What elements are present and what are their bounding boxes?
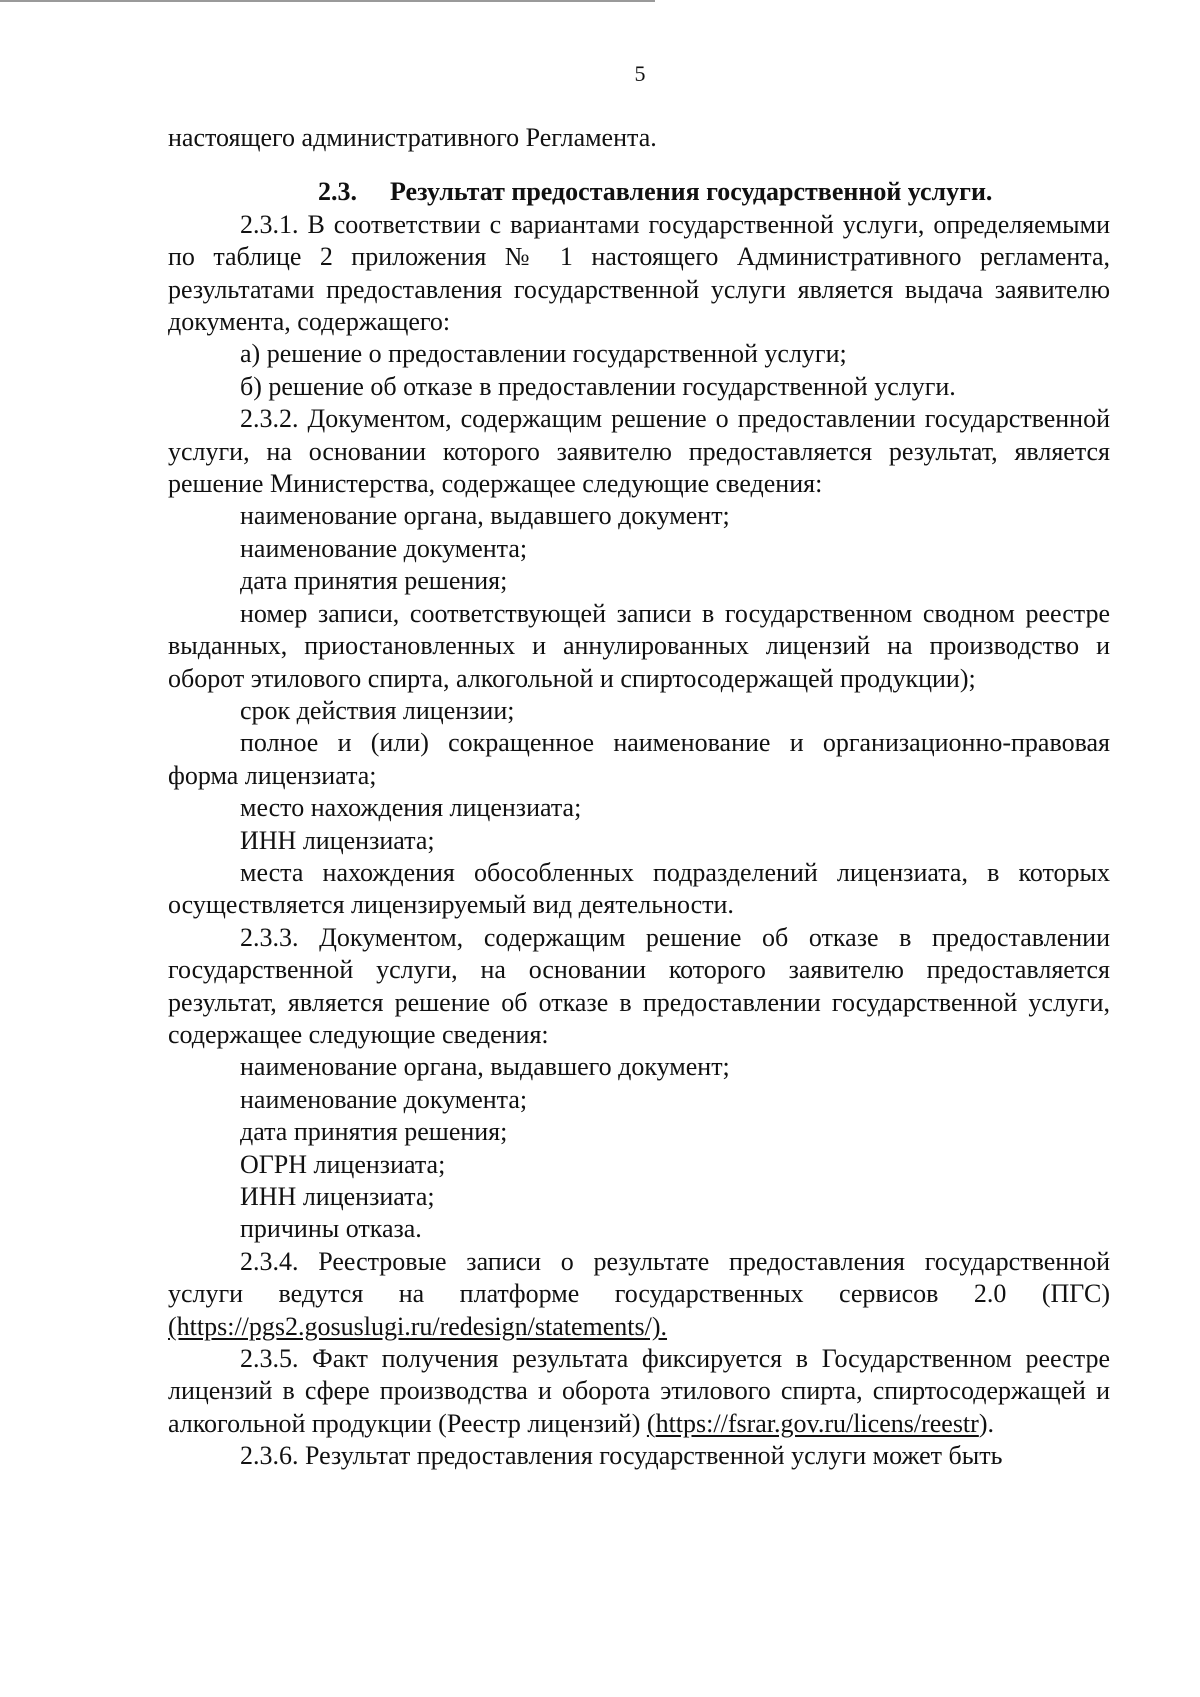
list-item-2-3-2: наименование документа; [240,533,528,563]
section-heading-number: 2.3. [318,177,357,207]
section-heading-title: Результат предоставления государственной услуги. [390,177,993,207]
section-heading [168,176,1110,208]
intro-paragraph: настоящего административного Регламента. [168,123,657,152]
list-item-2-3-2: дата принятия решения; [240,566,508,596]
list-item-2-3-3: дата принятия решения; [240,1117,508,1147]
list-item-2-3-2: места нахождения обособленных подразделений лицензиата, в которых осуществляется лицензируемый вид деятельности. [168,857,1110,920]
paragraph-2-3-5 [168,1343,1110,1440]
list-item-2-3-3: наименование документа; [240,1084,528,1114]
list-item-2-3-2: номер записи, соответствующей записи в государственном сводном реестре выданных, приостановленных и аннулированных лицензий на производство и оборот этилового спирта, алкогольной и спиртосодержащей продукции); [168,598,1110,693]
list-item-2-3-3: ОГРН лицензиата; [240,1149,446,1179]
paragraph-2-3-6: 2.3.6. Результат предоставления государственной услуги может быть [240,1441,1003,1471]
paragraph-2-3-3: 2.3.3. Документом, содержащим решение об отказе в предоставлении государственной услуги, на основании которого заявителю предоставляется результат, является решение об отказе в предоставлении государственной услуги, содержащее следующие сведения: [168,922,1110,1049]
list-item-2-3-3: причины отказа. [240,1214,422,1244]
list-item-2-3-2: наименование органа, выдавшего документ; [240,501,730,531]
list-item-2-3-2: место нахождения лицензиата; [240,793,582,823]
paragraph-2-3-1-a: а) решение о предоставлении государственной услуги; [240,339,847,369]
pgs-link[interactable]: (https://pgs2.gosuslugi.ru/redesign/statements/). [168,1311,668,1341]
list-item-2-3-2: срок действия лицензии; [240,695,515,725]
paragraph-2-3-1-b: б) решение об отказе в предоставлении государственной услуги. [240,371,956,401]
reestr-link-url: https://fsrar.gov.ru/licens/reestr [655,1408,979,1438]
paragraph-2-3-5-text: 2.3.5. Факт получения результата фиксируется в Государственном реестре лицензий в сфере производства и оборота этилового спирта, спиртосодержащей и алкогольной продукции (Реестр лицензий) [168,1344,1110,1438]
paragraph-2-3-4-text: 2.3.4. Реестровые записи о результате предоставления государственной услуги ведутся на платформе государственных сервисов 2.0 (ПГС) [168,1246,1110,1309]
top-scan-rule [0,0,655,2]
paragraph-2-3-4 [168,1246,1110,1343]
paragraph-2-3-2: 2.3.2. Документом, содержащим решение о предоставлении государственной услуги, на основании которого заявителю предоставляется результат, является решение Министерства, содержащее следующие сведения: [168,404,1110,499]
page-number: 5 [634,61,646,86]
reestr-link-open: ( [646,1408,656,1438]
list-item-2-3-2: полное и (или) сокращенное наименование и организационно-правовая форма лицензиата; [168,728,1110,790]
document-body [168,122,1110,1473]
list-item-2-3-3: наименование органа, выдавшего документ; [240,1052,730,1082]
paragraph-2-3-1: 2.3.1. В соответствии с вариантами государственной услуги, определяемыми по таблице 2 приложения № 1 настоящего Административного регламента, результатами предоставления государственной услуги является выдача заявителю документа, содержащего: [168,209,1110,337]
reestr-link-close: ). [978,1408,994,1438]
reestr-link[interactable] [647,1409,979,1438]
list-item-2-3-3: ИНН лицензиата; [240,1182,435,1211]
list-item-2-3-2: ИНН лицензиата; [240,825,435,855]
